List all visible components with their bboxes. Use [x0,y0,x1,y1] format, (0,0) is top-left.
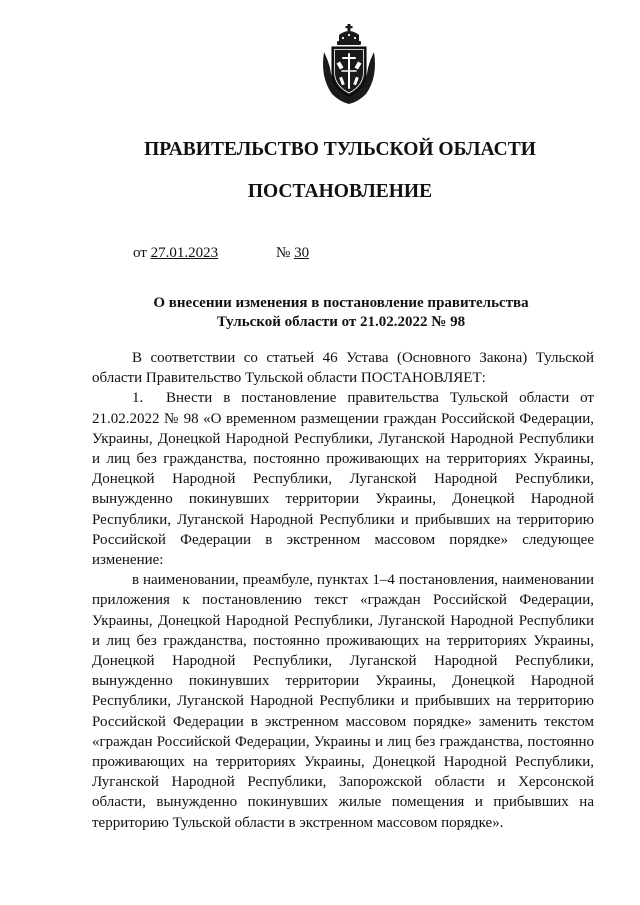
number-value: 30 [294,245,310,261]
subject-line-1: О внесении изменения в постановление правительства [153,295,529,311]
document-date [133,245,218,262]
document-type: ПОСТАНОВЛЕНИЕ [247,181,433,202]
date-value: 27.01.2023 [150,245,219,261]
change-paragraph: в наименовании, преамбуле, пунктах 1–4 постановления, наименовании приложения к постановлению текст «граждан Российской Федерации, Украины, Донецкой Народной Республики, Луганской Народной Республики и лиц без гражданства, постоянно проживающих на территориях Украины, Донецкой Народной Республики, Луганской Народной Республики, вынужденно покинувших территории Украины, Донецкой Народной Республики, Луганской Народной Республики и прибывших на территорию Российской Федерации в экстренном массовом порядке» заменить текстом «граждан Российской Федерации, Украины и лиц без гражданства, постоянно проживающих на территориях Украины, Донецкой Народной Республики, Луганской Народной Республики, Запорожской области и Херсонской области, вынужденно покинувших жилые помещения и прибывших на территорию Тульской области в экстренном массовом порядке». [92,572,594,831]
subject-line-2: Тульской области от 21.02.2022 № 98 [216,314,466,330]
preamble-paragraph: В соответствии со статьей 46 Устава (Основного Закона) Тульской области Правительство Тульской области ПОСТАНОВЛЯЕТ: [92,350,594,387]
item-1-paragraph [92,388,594,570]
date-prefix: от [133,245,147,261]
item-1-text: Внести в постановление правительства Тульской области от 21.02.2022 № 98 «О временном размещении граждан Российской Федерации, Украины, Донецкой Народной Республики, Луганской Народной Республики и лиц без гражданства, постоянно проживающих на территориях Украины, Донецкой Народной Республики, Луганской Народной Республики, вынужденно покинувших территории Украины, Донецкой Народной Республики, Луганской Народной Республики и прибывших на территорию Российской Федерации в экстренном массовом порядке» следующее изменение: [92,390,594,569]
government-title: ПРАВИТЕЛЬСТВО ТУЛЬСКОЙ ОБЛАСТИ [144,139,536,160]
document-number [276,245,309,262]
document-body [92,348,594,833]
item-1-number: 1. [132,390,144,407]
document-subject [92,294,590,332]
number-prefix: № [276,245,291,261]
tula-coat-of-arms-icon [318,22,380,106]
